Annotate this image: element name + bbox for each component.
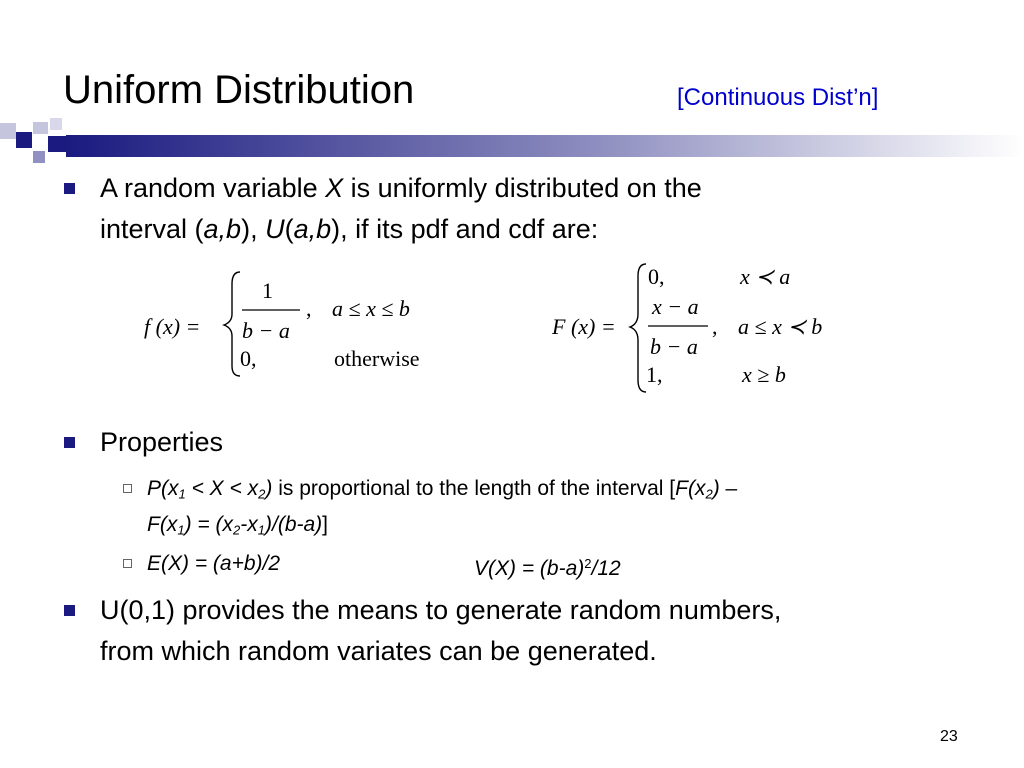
subbullet-proportional: $P(x_1 < X < x_2)$ is proportional to the length of the interval [$F(x_2)$ – $F(x_1) = (x_2-x_1)/(b-a)$] xyxy=(147,473,977,546)
decoration-square xyxy=(48,136,66,152)
bullet-marker xyxy=(64,437,75,448)
slide-title: Uniform Distribution xyxy=(63,68,415,112)
pdf-equation xyxy=(140,262,460,382)
cdf-condition-1: a ≤ x ≺ b xyxy=(738,314,823,339)
subbullet-mean-variance xyxy=(147,548,977,579)
cdf-numerator: x − a xyxy=(652,294,699,319)
bullet-random-numbers: U(0,1) provides the means to generate random numbers, from which random variates can be generated. xyxy=(100,590,1000,672)
cdf-condition-0: x ≺ a xyxy=(740,264,791,289)
pdf-condition: a ≤ x ≤ b xyxy=(332,296,410,321)
decoration-square xyxy=(33,122,48,134)
cdf-lhs: F (x) = xyxy=(552,314,616,339)
page-number: 23 xyxy=(940,728,958,745)
pdf-denominator: b − a xyxy=(242,318,290,343)
decoration-square xyxy=(16,132,32,148)
decoration-gradient-band xyxy=(66,135,1024,157)
cdf-comma: , xyxy=(712,314,718,339)
subbullet-marker xyxy=(123,559,132,568)
cdf-brace xyxy=(630,264,646,392)
pdf-numerator: 1 xyxy=(262,278,273,303)
cdf-denominator: b − a xyxy=(650,334,698,359)
bullet-marker xyxy=(64,605,75,616)
bullet-random-variable: A random variable X is uniformly distributed on the interval (a,b), U(a,b), if its pdf and cdf are: xyxy=(100,168,980,250)
decoration-square xyxy=(0,123,16,139)
pdf-otherwise: otherwise xyxy=(334,346,420,371)
pdf-brace xyxy=(224,272,240,376)
variance-formula: $V(X) = (b-a)^2/12$ xyxy=(474,556,621,581)
subbullet-marker xyxy=(123,484,132,493)
cdf-condition-2: x ≥ b xyxy=(742,362,786,387)
pdf-zero: 0, xyxy=(240,346,257,371)
bullet-marker xyxy=(64,183,75,194)
pdf-comma: , xyxy=(306,296,312,321)
pdf-lhs: f (x) = xyxy=(144,314,201,339)
mean-formula: E(X) = (a+b)/2 xyxy=(147,552,281,575)
cdf-one: 1, xyxy=(646,362,663,387)
slide-subtitle: [Continuous Dist’n] xyxy=(677,84,879,111)
cdf-zero: 0, xyxy=(648,264,665,289)
cdf-equation xyxy=(550,258,870,398)
decoration-square xyxy=(33,151,45,163)
bullet-properties: Properties xyxy=(100,422,223,463)
decoration-square xyxy=(50,118,62,130)
